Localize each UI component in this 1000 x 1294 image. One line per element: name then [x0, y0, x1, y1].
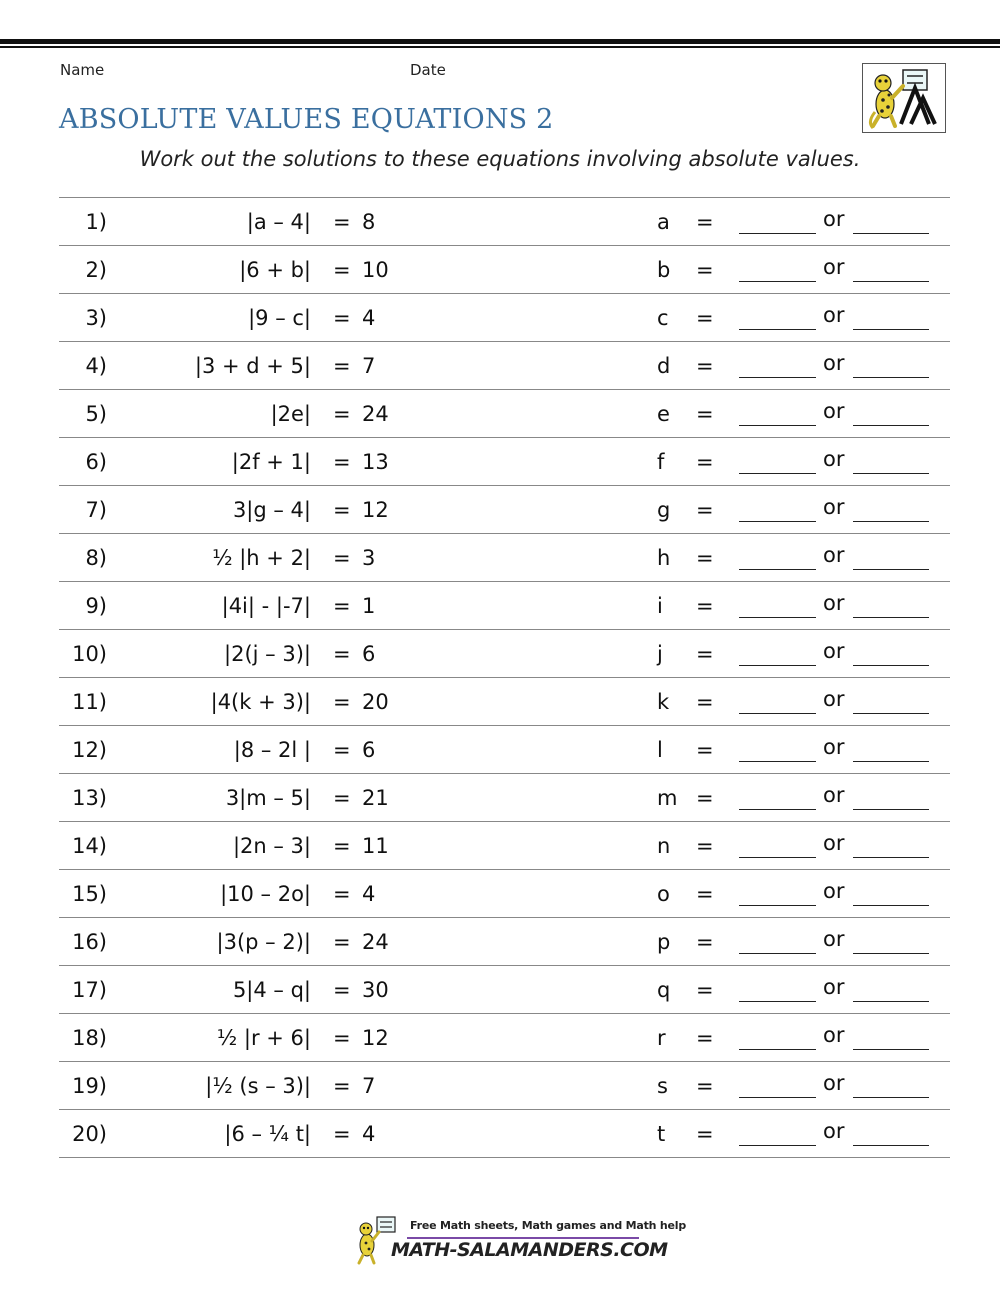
equals-sign: = [333, 450, 351, 474]
or-label: or [823, 495, 845, 519]
question-row [59, 774, 950, 822]
equation-expression: |2f + 1| [231, 450, 311, 474]
or-label: or [823, 399, 845, 423]
or-label: or [823, 255, 845, 279]
answer-blank-first[interactable] [739, 377, 816, 378]
equals-sign: = [333, 258, 351, 282]
answer-blank-second[interactable] [853, 617, 929, 618]
answer-variable: g [657, 498, 671, 522]
answer-blank-second[interactable] [853, 1097, 929, 1098]
equation-expression: 3|m – 5| [225, 786, 311, 810]
equals-sign: = [333, 1074, 351, 1098]
answer-equals-sign: = [696, 354, 714, 378]
answer-blank-first[interactable] [739, 809, 816, 810]
answer-blank-second[interactable] [853, 521, 929, 522]
equation-expression: |10 – 2o| [220, 882, 311, 906]
or-label: or [823, 591, 845, 615]
question-row [59, 246, 950, 294]
equals-sign: = [333, 354, 351, 378]
or-label: or [823, 303, 845, 327]
question-number: 15) [72, 882, 107, 906]
answer-blank-first[interactable] [739, 233, 816, 234]
top-rule-thin [0, 46, 1000, 48]
answer-blank-second[interactable] [853, 569, 929, 570]
equation-expression: |2e| [270, 402, 311, 426]
equals-sign: = [333, 546, 351, 570]
answer-blank-first[interactable] [739, 473, 816, 474]
or-label: or [823, 975, 845, 999]
answer-variable: k [657, 690, 670, 714]
equation-expression: |6 – ¼ t| [224, 1122, 311, 1146]
equation-expression: |3 + d + 5| [194, 354, 311, 378]
equals-sign: = [333, 1122, 351, 1146]
answer-variable: b [657, 258, 671, 282]
footer-brand: MATH-SALAMANDERS.COM [391, 1239, 668, 1261]
or-label: or [823, 1023, 845, 1047]
or-label: or [823, 831, 845, 855]
equation-value: 10 [362, 258, 389, 282]
or-label: or [823, 207, 845, 231]
answer-equals-sign: = [696, 258, 714, 282]
answer-blank-first[interactable] [739, 953, 816, 954]
equation-value: 7 [362, 1074, 376, 1098]
answer-variable: c [657, 306, 669, 330]
question-number: 5) [85, 402, 107, 426]
equals-sign: = [333, 1026, 351, 1050]
answer-equals-sign: = [696, 546, 714, 570]
question-number: 9) [85, 594, 107, 618]
equation-value: 21 [362, 786, 389, 810]
answer-blank-first[interactable] [739, 665, 816, 666]
answer-blank-second[interactable] [853, 953, 929, 954]
answer-blank-first[interactable] [739, 329, 816, 330]
question-number: 11) [72, 690, 107, 714]
question-number: 14) [72, 834, 107, 858]
answer-blank-second[interactable] [853, 1145, 929, 1146]
answer-blank-first[interactable] [739, 905, 816, 906]
salamander-logo [862, 63, 946, 133]
equals-sign: = [333, 978, 351, 1002]
footer-tagline: Free Math sheets, Math games and Math help [410, 1219, 687, 1232]
answer-variable: e [657, 402, 670, 426]
equation-value: 8 [362, 210, 376, 234]
equation-expression: ½ |r + 6| [216, 1026, 311, 1050]
answer-equals-sign: = [696, 1026, 714, 1050]
equation-value: 24 [362, 402, 389, 426]
answer-equals-sign: = [696, 738, 714, 762]
equals-sign: = [333, 594, 351, 618]
answer-equals-sign: = [696, 402, 714, 426]
question-number: 4) [85, 354, 107, 378]
question-row [59, 822, 950, 870]
equals-sign: = [333, 498, 351, 522]
answer-equals-sign: = [696, 306, 714, 330]
question-number: 6) [85, 450, 107, 474]
equation-expression: |2n – 3| [232, 834, 311, 858]
question-number: 20) [72, 1122, 107, 1146]
equation-value: 12 [362, 498, 389, 522]
equation-value: 6 [362, 738, 376, 762]
question-row [59, 582, 950, 630]
answer-equals-sign: = [696, 690, 714, 714]
answer-blank-first[interactable] [739, 761, 816, 762]
answer-equals-sign: = [696, 882, 714, 906]
question-number: 17) [72, 978, 107, 1002]
answer-blank-second[interactable] [853, 233, 929, 234]
or-label: or [823, 351, 845, 375]
equation-value: 4 [362, 1122, 376, 1146]
question-row [59, 1062, 950, 1110]
answer-blank-second[interactable] [853, 713, 929, 714]
answer-variable: f [657, 450, 665, 474]
worksheet-instructions: Work out the solutions to these equations involving absolute values. [139, 147, 861, 171]
question-number: 8) [85, 546, 107, 570]
question-number: 13) [72, 786, 107, 810]
question-row [59, 630, 950, 678]
answer-blank-first[interactable] [739, 1145, 816, 1146]
answer-blank-second[interactable] [853, 857, 929, 858]
question-row [59, 1014, 950, 1062]
answer-variable: h [657, 546, 671, 570]
equation-expression: |a – 4| [246, 210, 311, 234]
question-row [59, 870, 950, 918]
answer-variable: p [657, 930, 671, 954]
answer-equals-sign: = [696, 786, 714, 810]
equation-value: 13 [362, 450, 389, 474]
salamander-teacher-icon [863, 64, 945, 132]
answer-variable: i [657, 594, 663, 618]
or-label: or [823, 639, 845, 663]
equation-value: 20 [362, 690, 389, 714]
answer-variable: d [657, 354, 671, 378]
equation-expression: |½ (s – 3)| [205, 1074, 311, 1098]
answer-blank-second[interactable] [853, 425, 929, 426]
answer-blank-first[interactable] [739, 1097, 816, 1098]
answer-variable: a [657, 210, 670, 234]
equals-sign: = [333, 786, 351, 810]
answer-variable: j [657, 642, 663, 666]
or-label: or [823, 687, 845, 711]
equals-sign: = [333, 642, 351, 666]
question-row [59, 486, 950, 534]
answer-equals-sign: = [696, 834, 714, 858]
question-row [59, 918, 950, 966]
answer-blank-second[interactable] [853, 1001, 929, 1002]
answer-blank-first[interactable] [739, 1001, 816, 1002]
equation-expression: |4(k + 3)| [210, 690, 311, 714]
question-row [59, 534, 950, 582]
question-number: 16) [72, 930, 107, 954]
answer-blank-first[interactable] [739, 1049, 816, 1050]
question-number: 10) [72, 642, 107, 666]
equals-sign: = [333, 738, 351, 762]
equation-expression: 3|g – 4| [232, 498, 311, 522]
answer-blank-first[interactable] [739, 569, 816, 570]
equation-expression: |4i| - |-7| [221, 594, 311, 618]
equation-expression: ½ |h + 2| [212, 546, 311, 570]
equation-value: 3 [362, 546, 376, 570]
answer-blank-second[interactable] [853, 1049, 929, 1050]
worksheet-title: ABSOLUTE VALUES EQUATIONS 2 [59, 104, 554, 135]
answer-blank-first[interactable] [739, 857, 816, 858]
or-label: or [823, 735, 845, 759]
or-label: or [823, 1071, 845, 1095]
equation-value: 11 [362, 834, 389, 858]
question-number: 7) [85, 498, 107, 522]
equals-sign: = [333, 402, 351, 426]
answer-equals-sign: = [696, 642, 714, 666]
question-row [59, 678, 950, 726]
question-row [59, 390, 950, 438]
answer-blank-first[interactable] [739, 281, 816, 282]
equation-value: 4 [362, 306, 376, 330]
question-number: 12) [72, 738, 107, 762]
answer-blank-second[interactable] [853, 905, 929, 906]
answer-variable: n [657, 834, 671, 858]
question-row [59, 966, 950, 1014]
answer-equals-sign: = [696, 1122, 714, 1146]
or-label: or [823, 447, 845, 471]
equation-value: 1 [362, 594, 376, 618]
equals-sign: = [333, 882, 351, 906]
question-row [59, 726, 950, 774]
answer-blank-second[interactable] [853, 665, 929, 666]
equals-sign: = [333, 834, 351, 858]
or-label: or [823, 927, 845, 951]
answer-blank-second[interactable] [853, 329, 929, 330]
equation-value: 6 [362, 642, 376, 666]
answer-blank-second[interactable] [853, 761, 929, 762]
equation-expression: 5|4 – q| [232, 978, 311, 1002]
answer-equals-sign: = [696, 978, 714, 1002]
answer-equals-sign: = [696, 1074, 714, 1098]
equation-expression: |8 – 2l | [233, 738, 311, 762]
question-number: 3) [85, 306, 107, 330]
equation-value: 30 [362, 978, 389, 1002]
answer-equals-sign: = [696, 930, 714, 954]
equals-sign: = [333, 210, 351, 234]
question-list [59, 197, 950, 1158]
answer-blank-first[interactable] [739, 617, 816, 618]
question-row [59, 342, 950, 390]
equation-value: 4 [362, 882, 376, 906]
answer-blank-second[interactable] [853, 377, 929, 378]
equation-expression: |6 + b| [239, 258, 311, 282]
question-number: 18) [72, 1026, 107, 1050]
equation-expression: |2(j – 3)| [224, 642, 311, 666]
or-label: or [823, 1119, 845, 1143]
answer-equals-sign: = [696, 210, 714, 234]
name-label: Name [60, 61, 105, 79]
question-number: 19) [72, 1074, 107, 1098]
answer-blank-first[interactable] [739, 521, 816, 522]
equation-value: 12 [362, 1026, 389, 1050]
equation-expression: |3(p – 2)| [216, 930, 311, 954]
date-label: Date [410, 61, 446, 79]
equals-sign: = [333, 306, 351, 330]
footer-logo [355, 1215, 687, 1267]
answer-blank-second[interactable] [853, 281, 929, 282]
question-row [59, 1110, 950, 1158]
question-row [59, 438, 950, 486]
question-row [59, 198, 950, 246]
answer-variable: q [657, 978, 671, 1002]
equals-sign: = [333, 690, 351, 714]
equation-value: 24 [362, 930, 389, 954]
equation-expression: |9 – c| [248, 306, 311, 330]
answer-blank-second[interactable] [853, 473, 929, 474]
answer-variable: r [657, 1026, 666, 1050]
answer-variable: s [657, 1074, 668, 1098]
question-number: 2) [85, 258, 107, 282]
answer-variable: m [657, 786, 678, 810]
answer-equals-sign: = [696, 594, 714, 618]
answer-equals-sign: = [696, 450, 714, 474]
answer-variable: o [657, 882, 670, 906]
or-label: or [823, 783, 845, 807]
answer-variable: l [657, 738, 663, 762]
or-label: or [823, 543, 845, 567]
answer-blank-first[interactable] [739, 425, 816, 426]
or-label: or [823, 879, 845, 903]
answer-variable: t [657, 1122, 666, 1146]
question-row [59, 294, 950, 342]
equals-sign: = [333, 930, 351, 954]
equation-value: 7 [362, 354, 376, 378]
answer-blank-first[interactable] [739, 713, 816, 714]
answer-equals-sign: = [696, 498, 714, 522]
answer-blank-second[interactable] [853, 809, 929, 810]
question-number: 1) [85, 210, 107, 234]
top-rule-thick [0, 39, 1000, 44]
